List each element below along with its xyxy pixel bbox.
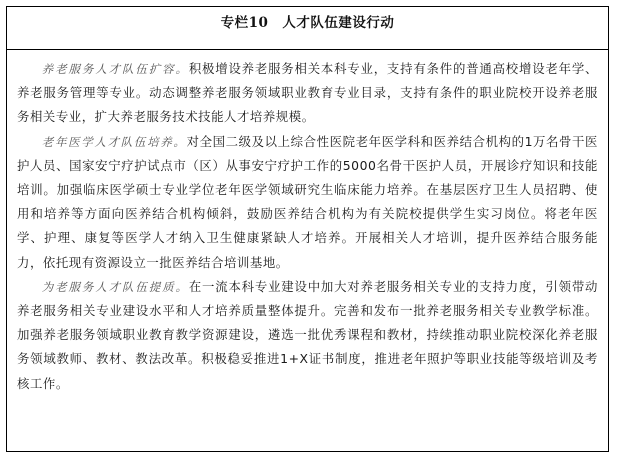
- panel-header: [7, 7, 608, 50]
- section-lead: 老年医学人才队伍培养。: [41, 134, 187, 149]
- section-geriatric-training: [17, 130, 598, 275]
- section-body: 积极增设养老服务相关本科专业，支持有条件的普通高校增设老年学、养老服务管理等专业。动态调整养老服务领域职业教育专业目录，支持有条件的职业院校开设养老服务相关专业，扩大养老服务技术技能人才培养规模。: [17, 61, 598, 125]
- panel-title-text: 人才队伍建设行动: [282, 15, 395, 31]
- section-body: 在一流本科专业建设中加大对养老服务相关专业的支持力度，引领带动养老服务相关专业建设水平和人才培养质量整体提升。完善和发布一批养老服务相关专业教学标准。加强养老服务领域职业教育教学资源建设，遴选一批优秀课程和教材，持续推动职业院校深化养老服务领域教师、教材、教法改革。积极稳妥推进1+X证书制度，推进老年照护等职业技能等级培训及考核工作。: [17, 278, 598, 391]
- section-quality-improvement: [17, 275, 598, 396]
- section-talent-expansion: [17, 57, 598, 130]
- section-body: 对全国二级及以上综合性医院老年医学科和医养结合机构的1万名骨干医护人员、国家安宁疗护试点市（区）从事安宁疗护工作的5000名骨干医护人员，开展诊疗知识和技能培训。加强临床医学硕士专业学位老年医学领域研究生临床能力培养。在基层医疗卫生人员招聘、使用和培养等方面向医养结合机构倾斜，鼓励医养结合机构为有关院校提供学生实习岗位。将老年医学、护理、康复等医学人才纳入卫生健康紧缺人才培养。开展相关人才培训，提升医养结合服务能力，依托现有资源设立一批医养结合培训基地。: [17, 133, 598, 270]
- panel-title-prefix: 专栏10: [220, 15, 269, 31]
- section-lead: 为老服务人才队伍提质。: [41, 279, 189, 294]
- panel-content: [7, 50, 608, 396]
- panel-title: [221, 11, 395, 31]
- policy-panel: [6, 6, 609, 452]
- section-lead: 养老服务人才队伍扩容。: [41, 62, 189, 76]
